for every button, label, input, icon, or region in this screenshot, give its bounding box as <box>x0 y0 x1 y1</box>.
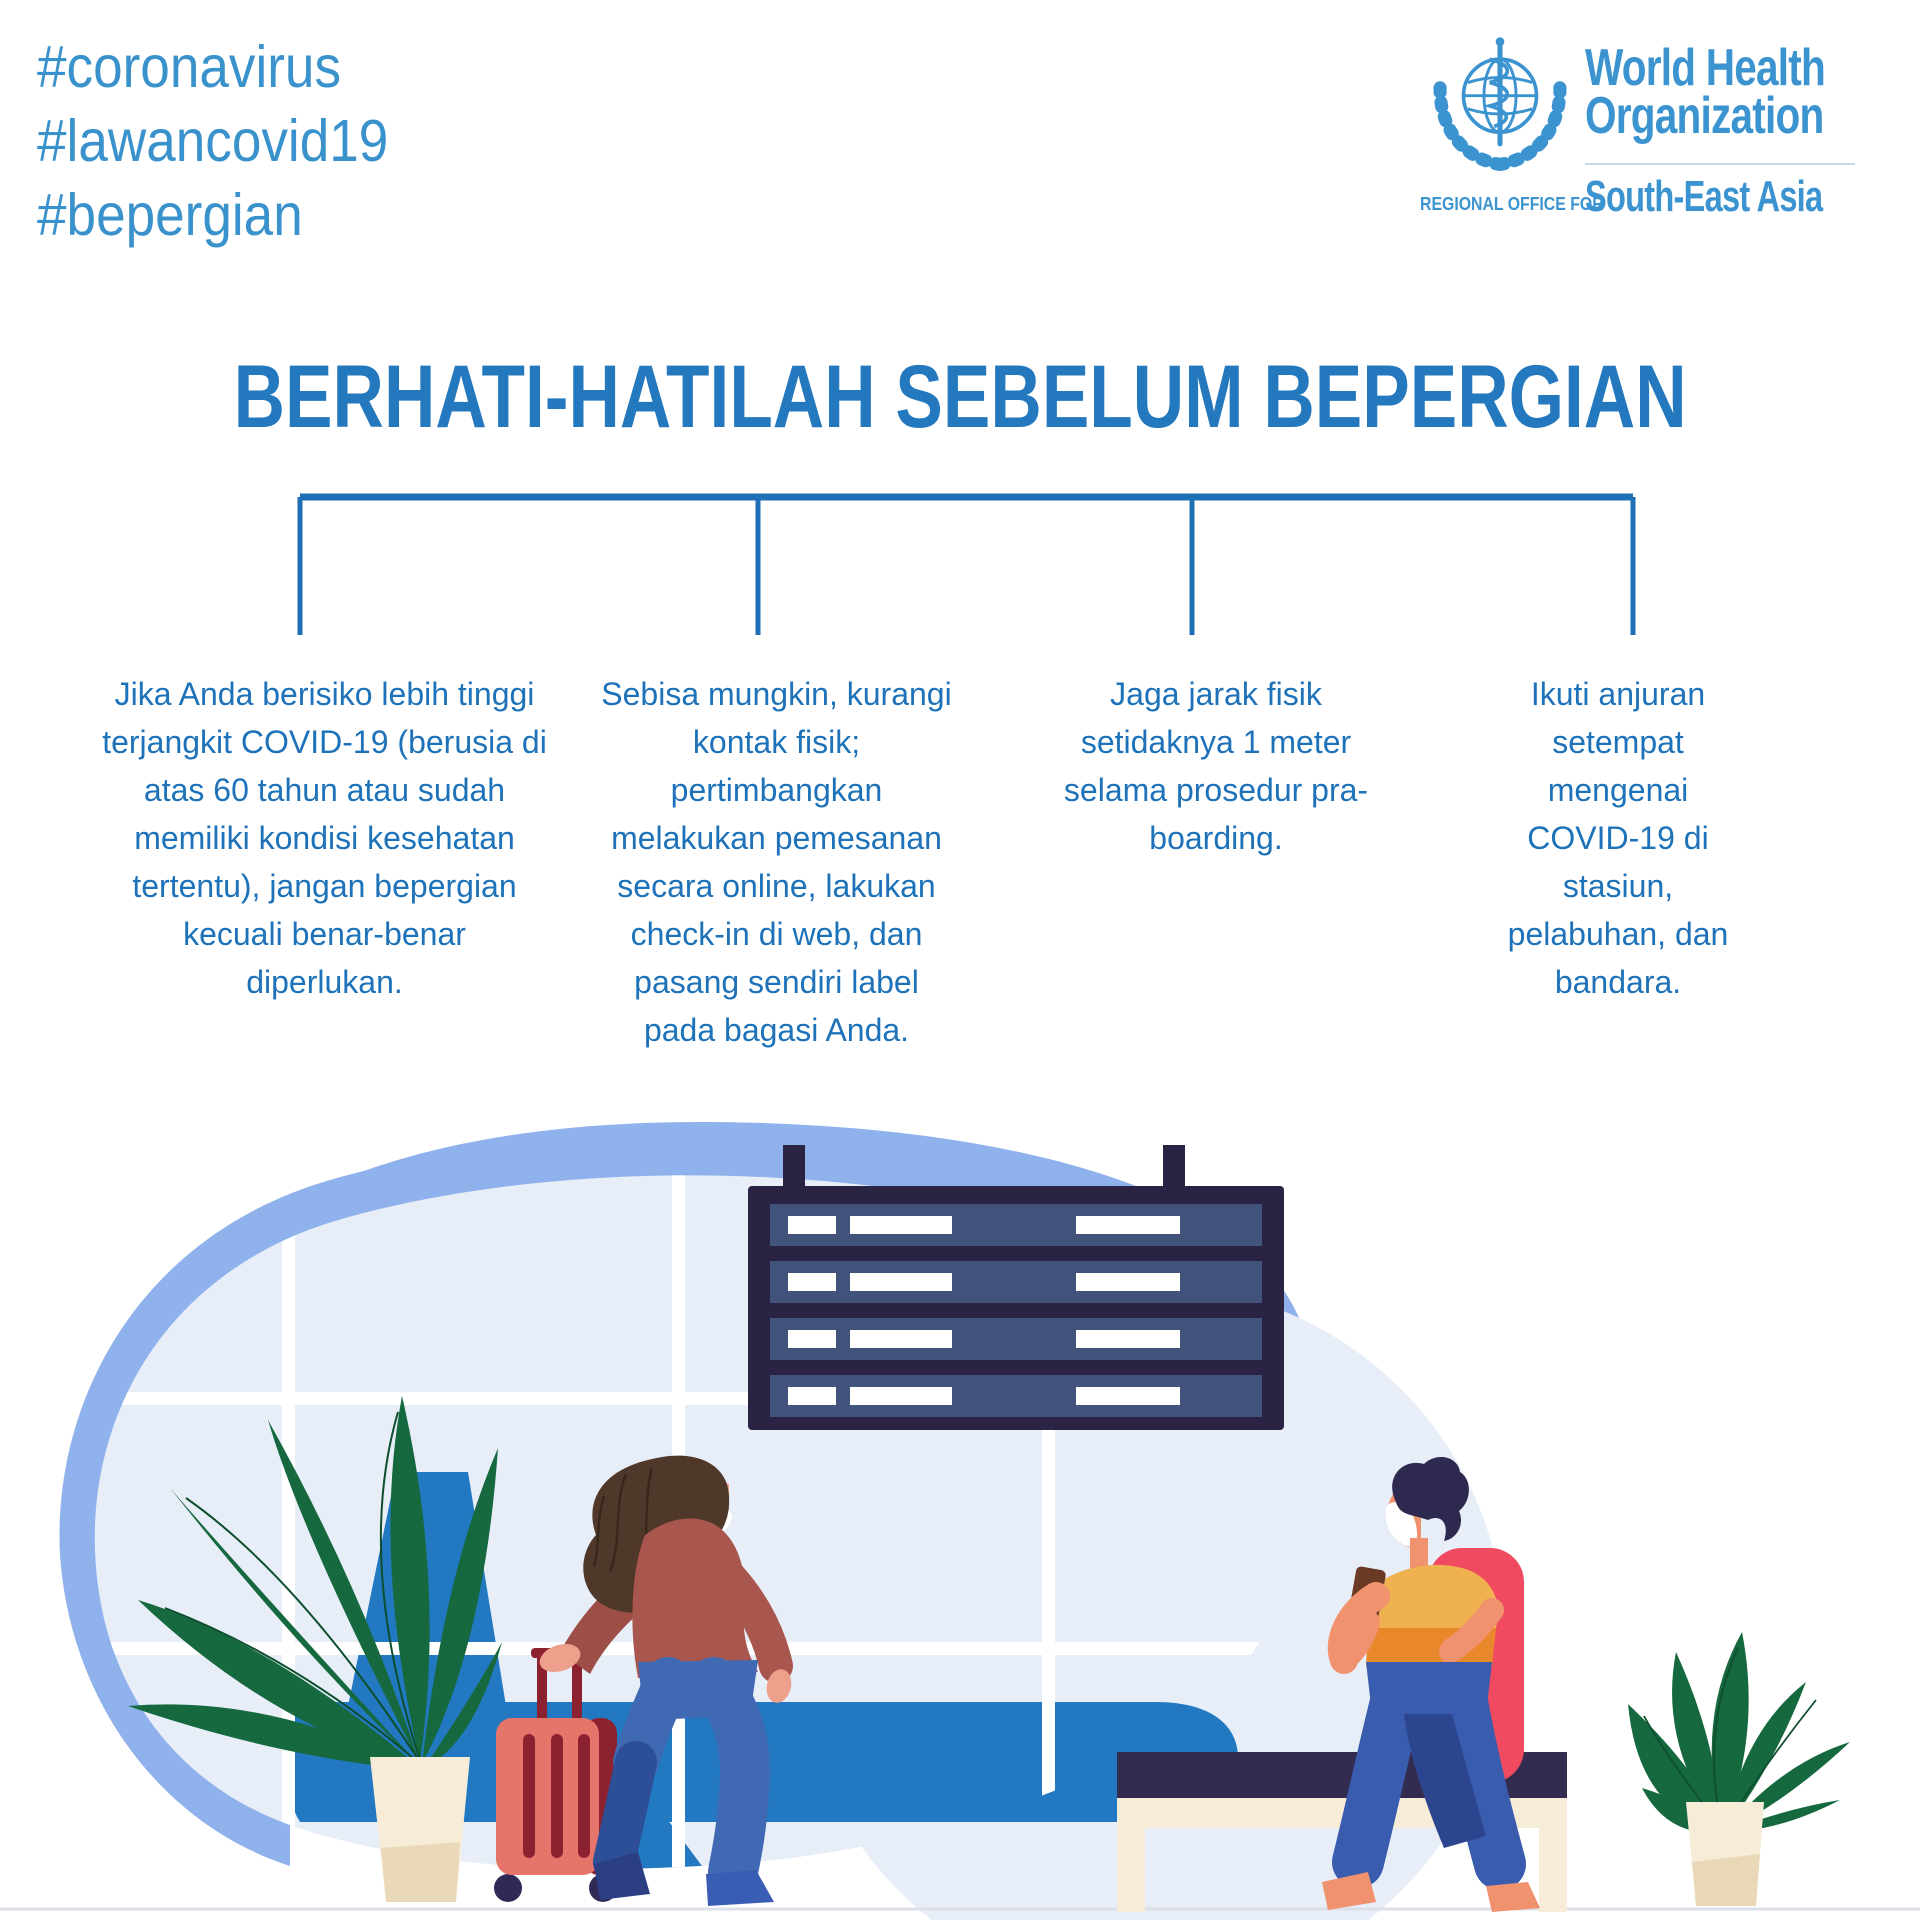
hashtag-coronavirus: #coronavirus <box>37 34 342 100</box>
logo-org-line1: World Health <box>1585 39 1826 97</box>
tip-column-reduce-contact: Sebisa mungkin, kurangi kontak fisik; pertimbangkan melakukan pemesanan secara online, lakukan check-in di web, dan pasang sendiri label pada bagasi Anda. <box>601 676 952 1048</box>
tip-column-high-risk: Jika Anda berisiko lebih tinggi terjangkit COVID-19 (berusia di atas 60 tahun atau sudah memiliki kondisi kesehatan tertentu), jangan bepergian kecuali benar-benar diperlukan. <box>102 676 547 1000</box>
hashtag-bepergian: #bepergian <box>37 182 303 248</box>
logo-org-line2: Organization <box>1585 87 1824 145</box>
hashtag-lawancovid19: #lawancovid19 <box>37 108 389 174</box>
tips-bracket <box>0 0 1920 700</box>
page-title: BERHATI-HATILAH SEBELUM BEPERGIAN <box>233 346 1687 446</box>
tip-column-physical-distance: Jaga jarak fisik setidaknya 1 meter selama prosedur pra-boarding. <box>1063 676 1369 856</box>
plant-right-icon <box>1628 1632 1850 1906</box>
logo-office-prefix: REGIONAL OFFICE FOR <box>1420 194 1604 214</box>
airport-scene-illustration <box>0 1100 1920 1920</box>
logo-region: South-East Asia <box>1585 172 1823 221</box>
departure-board-illustration <box>748 1145 1284 1430</box>
tip-column-local-guidance: Ikuti anjuran setempat mengenai COVID-19 di stasiun, pelabuhan, dan bandara. <box>1507 676 1729 1000</box>
